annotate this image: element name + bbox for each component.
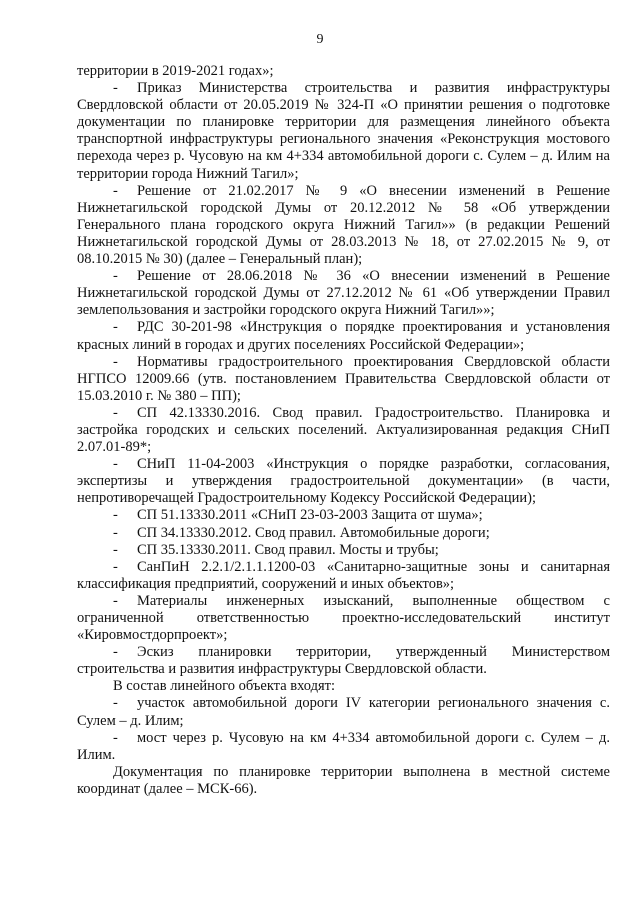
- list-item-text: СанПиН 2.2.1/2.1.1.1200-03 «Санитарно-защитные зоны и санитарная классификация предприятий, сооружений и иных объектов»;: [77, 558, 610, 592]
- list-item-text: СП 51.13330.2011 «СНиП 23-03-2003 Защита от шума»;: [137, 507, 483, 524]
- list-item: [77, 695, 610, 729]
- bullet-dash: -: [113, 404, 118, 421]
- list-item: [77, 268, 610, 319]
- bullet-dash: -: [113, 80, 118, 97]
- bullet-dash: -: [113, 268, 118, 285]
- list-item-text: РДС 30-201-98 «Инструкция о порядке проектирования и установления красных линий в городах и других поселениях Российской Федерации»;: [77, 319, 610, 353]
- list-item: [77, 354, 610, 405]
- bullet-dash: -: [113, 182, 118, 199]
- list-item-text: участок автомобильной дороги IV категории регионального значения с. Сулем – д. Илим;: [77, 695, 610, 729]
- list-item: [77, 405, 610, 456]
- list-item-text: СП 42.13330.2016. Свод правил. Градостроительство. Планировка и застройка городских и сельских поселений. Актуализированная редакция СНиП 2.07.01-89*;: [77, 404, 610, 456]
- list-item-text: Нормативы градостроительного проектирования Свердловской области НГПСО 12009.66 (утв. постановлением Правительства Свердловской области от 15.03.2010 г. № 380 – ПП);: [77, 353, 610, 404]
- bullet-dash: -: [113, 541, 118, 558]
- paragraph: территории в 2019-2021 годах»;: [77, 63, 274, 79]
- paragraph: В состав линейного объекта входят:: [113, 678, 336, 695]
- list-item: [77, 525, 610, 542]
- bullet-dash: -: [113, 353, 118, 370]
- bullet-dash: -: [113, 729, 118, 746]
- list-item: [77, 183, 610, 268]
- bullet-dash: -: [113, 592, 118, 609]
- list-item: [77, 319, 610, 353]
- list-item: [77, 80, 610, 183]
- list-item-text: СП 34.13330.2012. Свод правил. Автомобильные дороги;: [137, 524, 490, 541]
- bullet-dash: -: [113, 319, 118, 336]
- list-item-text: мост через р. Чусовую на км 4+334 автомобильной дороги с. Сулем – д. Илим.: [77, 729, 610, 763]
- bullet-dash: -: [113, 524, 118, 541]
- list-item-text: Приказ Министерства строительства и развития инфраструктуры Свердловской области от 20.05.2019 № 324-П «О принятии решения о подготовке документации по планировке территории для размещения линейного объекта транспортной инфраструктуры регионального значения «Реконструкция мостового перехода через р. Чусовую на км 4+334 автомобильной дороги с. Сулем – д. Илим на территории города Нижний Тагил»;: [77, 80, 610, 182]
- page-number: 9: [316, 32, 324, 47]
- list-item: [77, 507, 610, 524]
- list-item: [77, 644, 610, 678]
- bullet-dash: -: [113, 695, 118, 712]
- list-item-text: Решение от 28.06.2018 № 36 «О внесении изменений в Решение Нижнетагильской городской Думы от 27.12.2012 № 61 «Об утверждении Правил землепользования и застройки городского округа Нижний Тагил»»;: [77, 268, 610, 319]
- list-item-text: Эскиз планировки территории, утвержденный Министерством строительства и развития инфраструктуры Свердловской области.: [77, 644, 610, 678]
- list-item: [77, 730, 610, 764]
- bullet-dash: -: [113, 558, 118, 575]
- paragraph: Документация по планировке территории выполнена в местной системе координат (далее – МСК-66).: [77, 763, 610, 797]
- bullet-dash: -: [113, 456, 118, 473]
- list-item-text: Решение от 21.02.2017 № 9 «О внесении изменений в Решение Нижнетагильской городской Думы от 20.12.2012 № 58 «Об утверждении Генерального плана городского округа Нижний Тагил»» (в редакции Решений Нижнетагильской городской Думы от 28.03.2013 № 18, от 27.02.2015 № 9, от 08.10.2015 № 30) (далее – Генеральный план);: [77, 182, 610, 268]
- list-item-text: Материалы инженерных изысканий, выполненные обществом с ограниченной ответственностью проектно-исследовательский институт «Кировмостдорпроект»;: [77, 592, 610, 644]
- list-item: [77, 542, 610, 559]
- list-item-text: СНиП 11-04-2003 «Инструкция о порядке разработки, согласования, экспертизы и утверждения градостроительной документации» (в части, непротиворечащей Градостроительному Кодексу Российской Федерации);: [77, 456, 610, 507]
- bullet-dash: -: [113, 507, 118, 524]
- list-item: [77, 559, 610, 593]
- list-item: [77, 456, 610, 507]
- document-body: [77, 63, 610, 798]
- list-item-text: СП 35.13330.2011. Свод правил. Мосты и трубы;: [137, 541, 439, 558]
- list-item: [77, 593, 610, 644]
- bullet-dash: -: [113, 644, 118, 661]
